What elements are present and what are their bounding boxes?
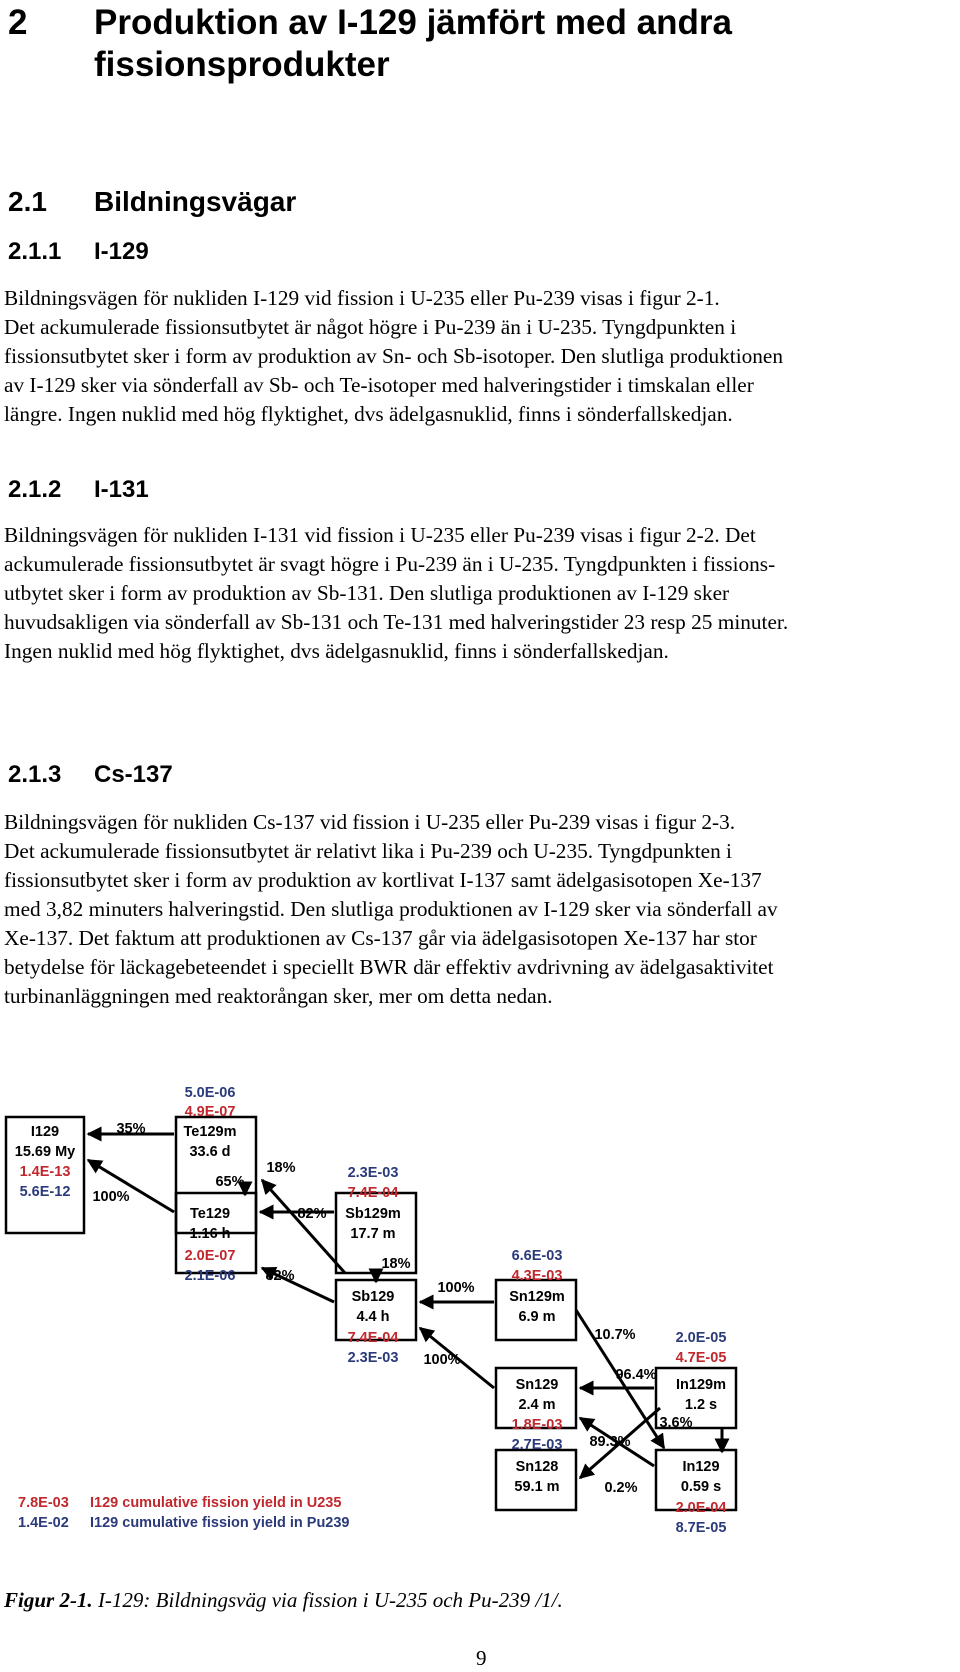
figure-caption-text: I-129: Bildningsväg via fission i U-235 och Pu-239 /1/.: [97, 1588, 563, 1612]
text-line: ackumulerade fissionsutbytet är svagt högre i Pu-239 än i U-235. Tyngdpunkten i fissions-: [4, 552, 776, 576]
yield-pu239: 6.6E-03: [511, 1248, 563, 1264]
nuclide-halflife: 1.2 s: [684, 1397, 718, 1413]
text-line: Xe-137. Det faktum att produktionen av Cs-137 går via ädelgasisotopen Xe-137 har stor: [4, 926, 757, 950]
branch-label: 10.7%: [594, 1327, 636, 1343]
yield-pu239: 5.6E-12: [19, 1184, 71, 1200]
yield-u235: 1.4E-13: [19, 1164, 71, 1180]
nuclide-halflife: 33.6 d: [189, 1144, 231, 1160]
nuclide-name: Sn129: [515, 1377, 559, 1393]
nuclide-name: Sb129: [351, 1289, 395, 1305]
branch-label: 82%: [265, 1268, 295, 1284]
nuclide-halflife: 59.1 m: [514, 1479, 560, 1495]
branch-label: 18%: [266, 1160, 296, 1176]
nuclide-name: Te129: [189, 1206, 231, 1222]
nuclide-halflife: 17.7 m: [350, 1226, 396, 1242]
figure-caption: [4, 1588, 563, 1613]
text-line: Det ackumulerade fissionsutbytet är något högre i Pu-239 än i U-235. Tyngdpunkten i: [4, 315, 737, 339]
subsubsection-number: 2.1.2: [8, 476, 62, 503]
branch-label: 100%: [437, 1280, 475, 1296]
nuclide-name: Sb129m: [345, 1206, 401, 1222]
text-line: längre. Ingen nuklid med hög flyktighet, dvs ädelgasnuklid, finns i sönderfallskedjan.: [4, 402, 733, 426]
page-number: 9: [476, 1646, 487, 1670]
yield-pu239: 5.0E-06: [184, 1085, 236, 1101]
nuclide-halflife: 1.16 h: [189, 1226, 231, 1242]
yield-u235: 1.8E-03: [511, 1417, 563, 1433]
subsubsection-title: I-131: [94, 476, 149, 503]
branch-label: 18%: [381, 1256, 411, 1272]
yield-u235: 4.7E-05: [675, 1350, 727, 1366]
legend-text: I129 cumulative fission yield in Pu239: [90, 1515, 350, 1531]
yield-pu239: 2.3E-03: [347, 1165, 399, 1181]
figure-label: Figur 2-1.: [4, 1588, 93, 1612]
subsubsection-number: 2.1.3: [8, 761, 62, 788]
text-line: Det ackumulerade fissionsutbytet är relativt lika i Pu-239 och U-235. Tyngdpunkten i: [4, 839, 732, 863]
branch-label: 96.4%: [615, 1367, 657, 1383]
text-line: Bildningsvägen för nukliden I-129 vid fission i U-235 eller Pu-239 visas i figur 2-1.: [4, 286, 720, 310]
nuclide-halflife: 6.9 m: [518, 1309, 556, 1325]
nuclide-name: I129: [30, 1124, 60, 1140]
text-line: Bildningsvägen för nukliden I-131 vid fission i U-235 eller Pu-239 visas i figur 2-2. Det: [4, 523, 756, 547]
nuclide-halflife: 2.4 m: [518, 1397, 556, 1413]
branch-label: 3.6%: [659, 1415, 693, 1431]
subsection-number: 2.1: [8, 186, 47, 217]
paragraph-cs137: [4, 808, 954, 1011]
text-line: Ingen nuklid med hög flyktighet, dvs ädelgasnuklid, finns i sönderfallskedjan.: [4, 639, 669, 663]
yield-u235: 7.4E-04: [347, 1185, 399, 1201]
text-line: utbytet sker i form av produktion av Sb-131. Den slutliga produktionen av I-129 sker: [4, 581, 730, 605]
branch-label: 82%: [297, 1206, 327, 1222]
text-line: turbinanläggningen med reaktorångan sker, mer om detta nedan.: [4, 984, 553, 1008]
yield-pu239: 2.7E-03: [511, 1437, 563, 1453]
yield-u235: 2.0E-04: [675, 1500, 727, 1516]
branch-label: 35%: [116, 1121, 146, 1137]
nuclide-name: In129m: [676, 1377, 726, 1393]
section-title: Produktion av I-129 jämfört med andra fissionsprodukter: [94, 3, 732, 84]
nuclide-name: Sn129m: [509, 1289, 565, 1305]
yield-pu239: 2.0E-05: [675, 1330, 727, 1346]
branch-label: 65%: [215, 1174, 245, 1190]
yield-pu239: 2.3E-03: [347, 1350, 399, 1366]
yield-u235: 7.4E-04: [347, 1330, 399, 1346]
subsubsection-number: 2.1.1: [8, 238, 62, 265]
nuclide-name: In129: [682, 1459, 720, 1475]
nuclide-name: Sn128: [515, 1459, 559, 1475]
subsection-title: Bildningsvägar: [94, 186, 297, 217]
legend-value: 1.4E-02: [18, 1515, 69, 1531]
text-line: betydelse för läckagebeteendet i speciellt BWR där effektiv avdrivning av ädelgasaktivitet: [4, 955, 774, 979]
branch-label: 0.2%: [604, 1480, 638, 1496]
legend-text: I129 cumulative fission yield in U235: [90, 1495, 342, 1511]
yield-u235: 4.9E-07: [184, 1104, 236, 1120]
arrow-sb129m-te129m: [262, 1180, 345, 1273]
text-line: huvudsakligen via sönderfall av Sb-131 och Te-131 med halveringstider 23 resp 25 minuter.: [4, 610, 789, 634]
decay-chain-diagram: [0, 1070, 960, 1570]
section-number: 2: [8, 3, 28, 42]
branch-label: 100%: [423, 1352, 461, 1368]
subsubsection-title: Cs-137: [94, 761, 173, 788]
subsubsection-title: I-129: [94, 238, 149, 265]
branch-label: 89.3%: [589, 1434, 631, 1450]
paragraph-i129: [4, 284, 954, 429]
nuclide-name: Te129m: [183, 1124, 237, 1140]
text-line: fissionsutbytet sker i form av produktion av Sn- och Sb-isotoper. Den slutliga produktionen: [4, 344, 784, 368]
paragraph-i131: [4, 521, 954, 666]
branch-label: 100%: [92, 1189, 130, 1205]
yield-pu239: 2.1E-06: [184, 1268, 236, 1284]
yield-pu239: 8.7E-05: [675, 1520, 727, 1536]
text-line: av I-129 sker via sönderfall av Sb- och Te-isotoper med halveringstider i timskalan eller: [4, 373, 754, 397]
text-line: med 3,82 minuters halveringstid. Den slutliga produktionen av I-129 sker via sönderfall av: [4, 897, 778, 921]
yield-u235: 2.0E-07: [184, 1248, 236, 1264]
legend-value: 7.8E-03: [18, 1495, 69, 1511]
text-line: fissionsutbytet sker i form av produktion av kortlivat I-137 samt ädelgasisotopen Xe-137: [4, 868, 762, 892]
yield-u235: 4.3E-03: [511, 1268, 563, 1284]
text-line: Bildningsvägen för nukliden Cs-137 vid fission i U-235 eller Pu-239 visas i figur 2-3.: [4, 810, 736, 834]
nuclide-halflife: 4.4 h: [356, 1309, 390, 1325]
nuclide-halflife: 15.69 My: [14, 1144, 76, 1160]
nuclide-halflife: 0.59 s: [680, 1479, 722, 1495]
